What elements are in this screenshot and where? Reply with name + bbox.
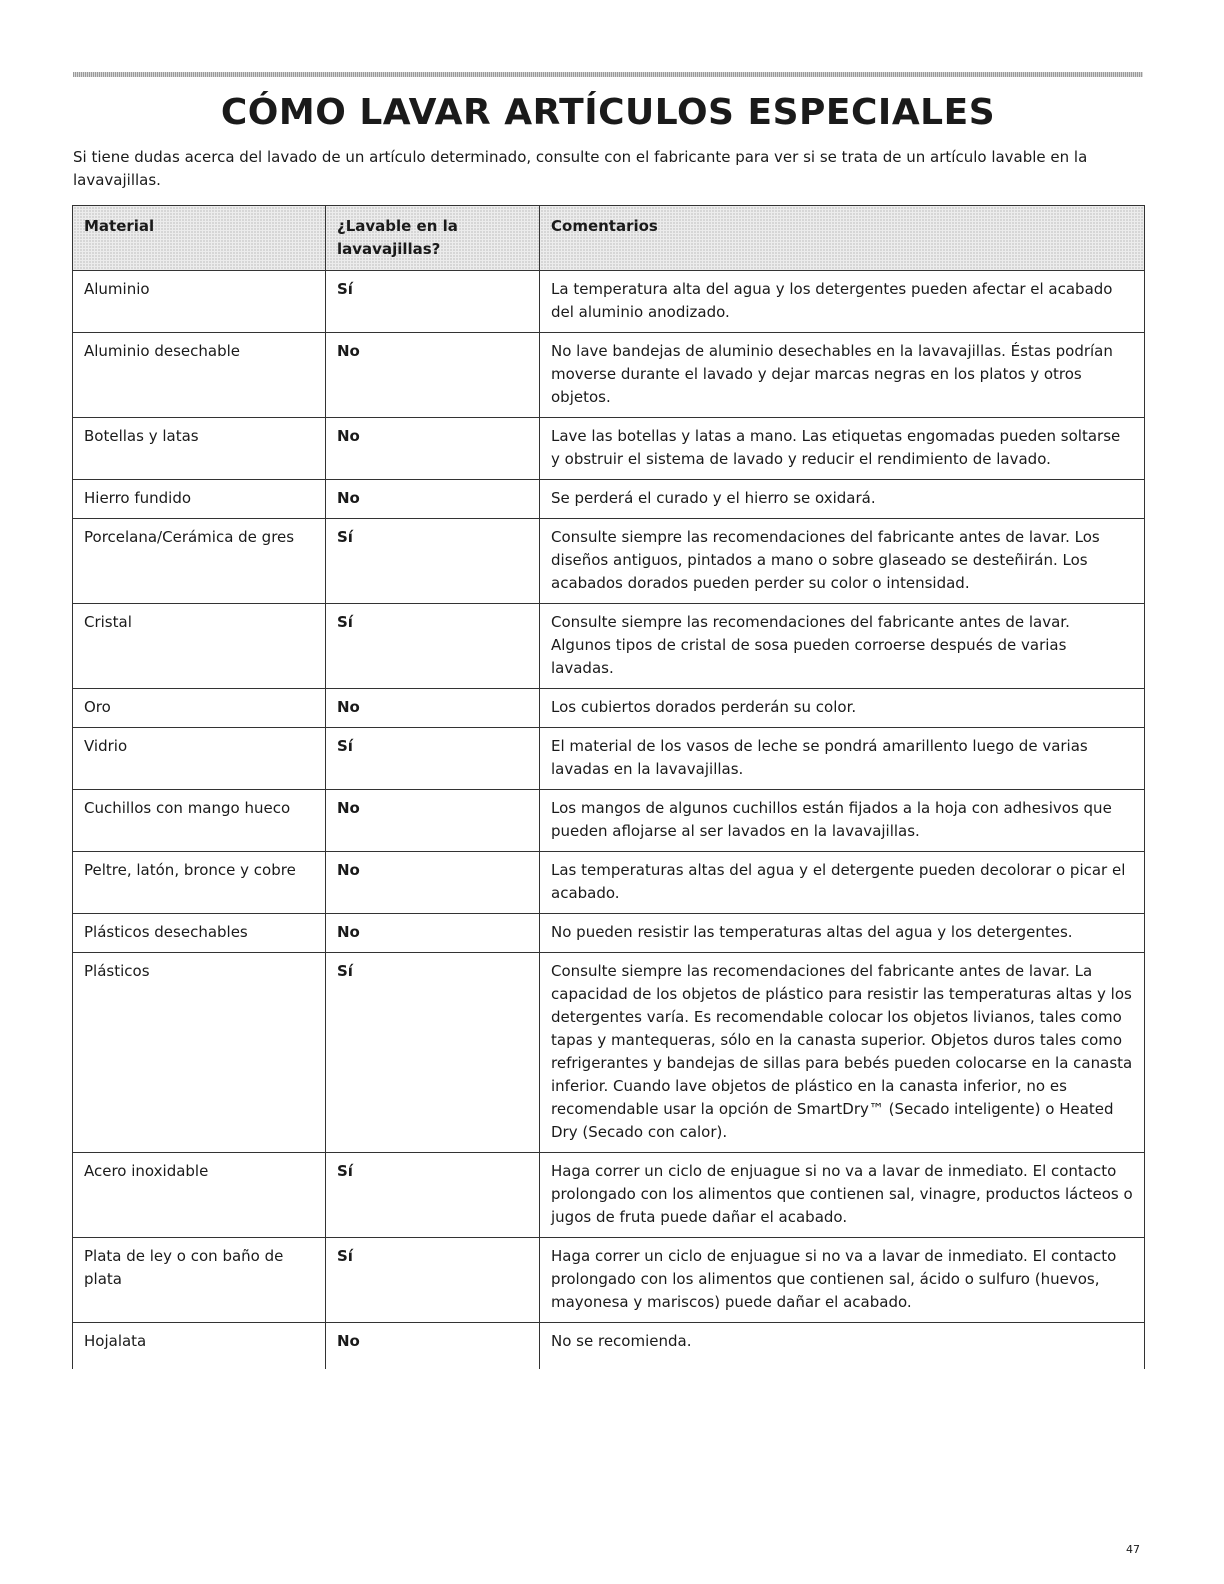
washable-cell: Sí [326, 519, 540, 604]
table-row [73, 1153, 1145, 1238]
table-row [73, 1323, 1145, 1370]
washable-cell: Sí [326, 604, 540, 689]
table-row [73, 480, 1145, 519]
comment-cell: Haga correr un ciclo de enjuague si no va a lavar de inmediato. El contacto prolongado con los alimentos que contienen sal, vinagre, productos lácteos o jugos de fruta puede dañar el acabado. [540, 1153, 1145, 1238]
intro-paragraph: Si tiene dudas acerca del lavado de un artículo determinado, consulte con el fabricante para ver si se trata de un artículo lavable en la lavavajillas. [73, 148, 1088, 189]
top-rule [73, 72, 1143, 77]
comment-cell: Los cubiertos dorados perderán su color. [540, 689, 1145, 728]
material-cell: Peltre, latón, bronce y cobre [73, 852, 326, 914]
material-cell: Porcelana/Cerámica de gres [73, 519, 326, 604]
washable-cell: No [326, 790, 540, 852]
header-washable: ¿Lavable en la lavavajillas? [326, 206, 540, 271]
washable-cell: No [326, 914, 540, 953]
table-row [73, 1238, 1145, 1323]
special-items-table [72, 205, 1145, 1369]
comment-cell: El material de los vasos de leche se pondrá amarillento luego de varias lavadas en la lavavajillas. [540, 728, 1145, 790]
table-row [73, 790, 1145, 852]
header-material: Material [73, 206, 326, 271]
table-header-row [73, 206, 1145, 271]
washable-cell: Sí [326, 1238, 540, 1323]
material-cell: Hierro fundido [73, 480, 326, 519]
material-cell: Cuchillos con mango hueco [73, 790, 326, 852]
washable-cell: Sí [326, 271, 540, 333]
washable-cell: Sí [326, 953, 540, 1153]
comment-cell: No lave bandejas de aluminio desechables en la lavavajillas. Éstas podrían moverse durante el lavado y dejar marcas negras en los platos y otros objetos. [540, 333, 1145, 418]
washable-cell: No [326, 1323, 540, 1370]
material-cell: Botellas y latas [73, 418, 326, 480]
table-row [73, 271, 1145, 333]
material-cell: Vidrio [73, 728, 326, 790]
material-cell: Oro [73, 689, 326, 728]
material-cell: Plásticos desechables [73, 914, 326, 953]
header-comments: Comentarios [540, 206, 1145, 271]
material-cell: Hojalata [73, 1323, 326, 1370]
material-cell: Cristal [73, 604, 326, 689]
page-title: CÓMO LAVAR ARTÍCULOS ESPECIALES [220, 92, 996, 133]
washable-cell: No [326, 418, 540, 480]
table-row [73, 728, 1145, 790]
comment-cell: Consulte siempre las recomendaciones del fabricante antes de lavar. Los diseños antiguos, pintados a mano o sobre glaseado se desteñirán. Los acabados dorados pueden perder su color o intensidad. [540, 519, 1145, 604]
material-cell: Acero inoxidable [73, 1153, 326, 1238]
comment-cell: Haga correr un ciclo de enjuague si no va a lavar de inmediato. El contacto prolongado con los alimentos que contienen sal, ácido o sulfuro (huevos, mayonesa y mariscos) puede dañar el acabado. [540, 1238, 1145, 1323]
material-cell: Plata de ley o con baño de plata [73, 1238, 326, 1323]
page-number: 47 [1126, 1543, 1140, 1556]
washable-cell: No [326, 480, 540, 519]
table-row [73, 418, 1145, 480]
comment-cell: La temperatura alta del agua y los detergentes pueden afectar el acabado del aluminio anodizado. [540, 271, 1145, 333]
comment-cell: No pueden resistir las temperaturas altas del agua y los detergentes. [540, 914, 1145, 953]
washable-cell: Sí [326, 728, 540, 790]
comment-cell: Lave las botellas y latas a mano. Las etiquetas engomadas pueden soltarse y obstruir el sistema de lavado y reducir el rendimiento de lavado. [540, 418, 1145, 480]
comment-cell: Consulte siempre las recomendaciones del fabricante antes de lavar. La capacidad de los objetos de plástico para resistir las temperaturas altas y los detergentes varía. Es recomendable colocar los objetos livianos, tales como tapas y mantequeras, sólo en la canasta superior. Objetos duros tales como refrigerantes y bandejas de sillas para bebés pueden colocarse en la canasta inferior. Cuando lave objetos de plástico en la canasta inferior, no es recomendable usar la opción de SmartDry™ (Secado inteligente) o Heated Dry (Secado con calor). [540, 953, 1145, 1153]
comment-cell: Las temperaturas altas del agua y el detergente pueden decolorar o picar el acabado. [540, 852, 1145, 914]
comment-cell: Los mangos de algunos cuchillos están fijados a la hoja con adhesivos que pueden aflojarse al ser lavados en la lavavajillas. [540, 790, 1145, 852]
table-row [73, 689, 1145, 728]
table-row [73, 914, 1145, 953]
table-row [73, 333, 1145, 418]
material-cell: Plásticos [73, 953, 326, 1153]
table-row [73, 519, 1145, 604]
table-row [73, 852, 1145, 914]
washable-cell: No [326, 333, 540, 418]
comment-cell: No se recomienda. [540, 1323, 1145, 1370]
washable-cell: No [326, 689, 540, 728]
table-row [73, 604, 1145, 689]
washable-cell: No [326, 852, 540, 914]
material-cell: Aluminio desechable [73, 333, 326, 418]
table-row [73, 953, 1145, 1153]
comment-cell: Consulte siempre las recomendaciones del fabricante antes de lavar. Algunos tipos de cristal de sosa pueden corroerse después de varias lavadas. [540, 604, 1145, 689]
material-cell: Aluminio [73, 271, 326, 333]
comment-cell: Se perderá el curado y el hierro se oxidará. [540, 480, 1145, 519]
washable-cell: Sí [326, 1153, 540, 1238]
